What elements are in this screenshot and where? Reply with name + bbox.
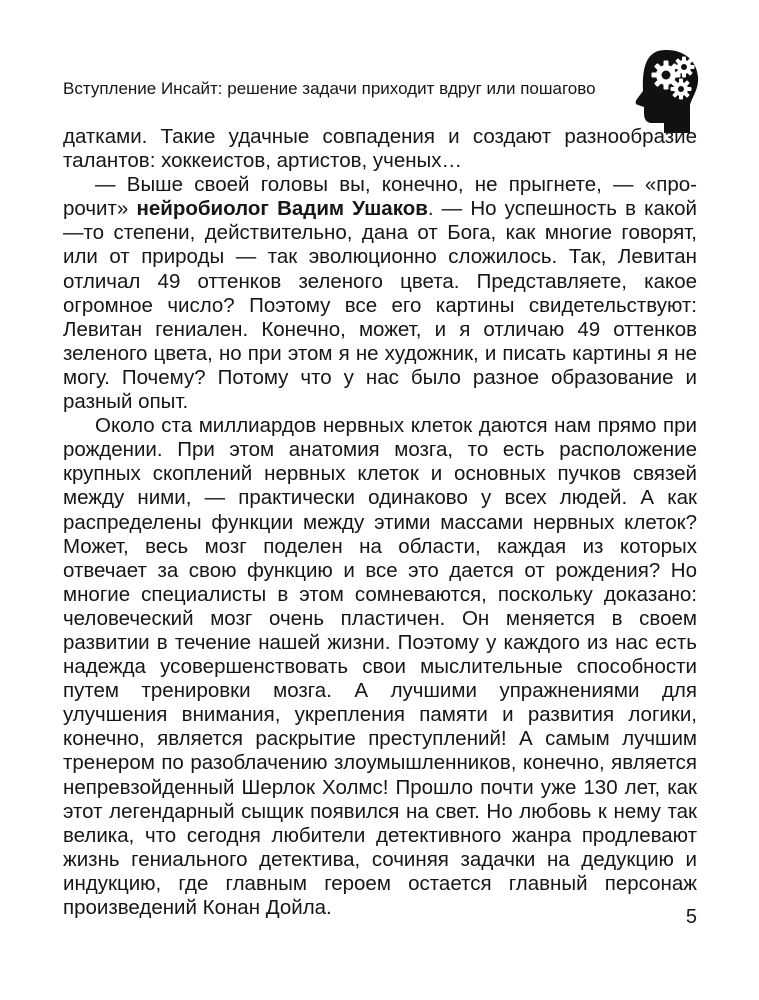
paragraph-3: Около ста миллиардов нервных клеток даются нам прямо при рождении. При этом анатомия мозга, то есть расположение крупных скоплений нервных клеток и основных пучков связей между ними, — практически одинаково у всех людей. А как распределены функции между этими массами нервных клеток? Может, весь мозг поделен на области, каждая из которых отвечает за свою функцию и все это дается от рождения? Но многие специалисты в этом сомневаются, поскольку доказано: человеческий мозг очень пластичен. Он меняется в своем развитии в течение нашей жизни. Поэтому у каждого из нас есть надежда усовершенствовать свои мыслительные способности путем тренировки мозга. А лучшими упражнениями для улучшения внимания, укрепления памяти и развития логики, конечно, является раскрытие преступлений! А самым лучшим тренером по разоблачению злоумышленников, конечно, является непревзойденный Шерлок Холмс! Прошло почти уже 130 лет, как этот легендарный сыщик появился на свет. Но любовь к нему так велика, что сегодня любители детективного жанра продлевают жизнь гениального детектива, сочиняя задачки на дедукцию и индукцию, где главным героем остается главный персонаж произведений Конан Дойла. [63,414,697,919]
paragraph-1: датками. Такие удачные совпадения и создают разнообразие талантов: хоккеистов, артистов, ученых… [63,125,697,173]
paragraph-2-start: — Выше своей головы вы, конечно, не прыгнете, — «пророчит» [63,173,697,221]
head-with-gears-icon [634,47,704,137]
paragraph-2-rest: . — Но успешность в какой—то степени, действительно, дана от Бога, как многие говорят, или от природы — так эволюционно сложилось. Так, Левитан отличал 49 оттенков зеленого цвета. Представляете, какое огромное число? Поэтому все его картины свидетельствуют: Левитан гениален. Конечно, может, и я отличаю 49 оттенков зеленого цвета, но при этом я не художник, и писать картины я не могу. Почему? Потому что у нас было разное образование и разный опыт. [63,197,697,414]
main-text [63,125,697,920]
paragraph-2 [63,173,697,414]
scientist-name: нейробиолог Вадим Ушаков [136,197,428,221]
running-header: Вступление Инсайт: решение задачи приходит вдруг или пошагово [63,79,596,98]
page-number: 5 [685,906,697,928]
